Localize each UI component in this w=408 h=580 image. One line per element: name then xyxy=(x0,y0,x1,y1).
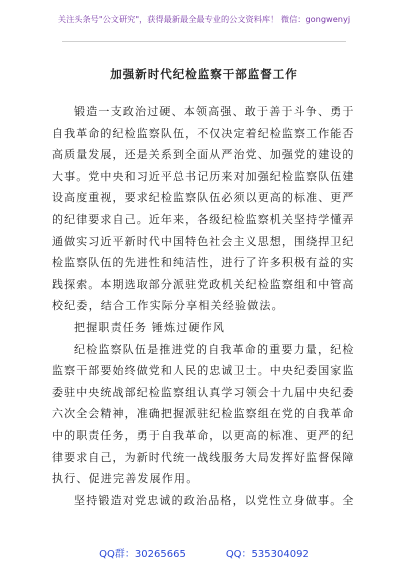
footer-qq-number: QQ：535304092 xyxy=(225,549,309,560)
paragraph-line: 检监察队伍的先进性和纯洁性，进行了许多积极有益的实 xyxy=(52,256,355,270)
paragraph-line: 中的职责任务，勇于自我革命，以更高的标准、更严的纪 xyxy=(52,429,355,442)
paragraph-line: 锻造一支政治过硬、本领高强、敢于善于斗争、勇于 xyxy=(74,105,355,118)
header-notice: 关注头条号"公文研究"，获得最新最全最专业的公文资料库！ 微信：gongwenyj xyxy=(57,14,351,24)
footer-qq-group: QQ群：30265665 xyxy=(99,549,186,560)
paragraph-line: 的纪律要求自己。近年来，各级纪检监察机关坚持学懂弄 xyxy=(52,213,355,226)
paragraph-line: 委驻中央统战部纪检监察组认真学习领会十九届中央纪委 xyxy=(52,385,355,399)
paragraph-line: 设高度重视，要求纪检监察队伍必须以更高的标准、更严 xyxy=(52,191,355,205)
paragraph-line: 执行、促进完善发展作用。 xyxy=(52,472,199,486)
paragraph-line: 纪检监察队伍是推进党的自我革命的重要力量，纪检 xyxy=(74,342,355,356)
section-heading: 把握职责任务 锤炼过硬作风 xyxy=(74,321,226,334)
paragraph-line: 践探索。本期选取部分派驻党政机关纪检监察组和中管高 xyxy=(52,277,355,291)
paragraph-line: 校纪委，结合工作实际分享相关经验做法。 xyxy=(52,299,284,313)
document-title: 加强新时代纪检监察干部监督工作 xyxy=(110,67,298,81)
paragraph-line: 通做实习近平新时代中国特色社会主义思想，围绕捍卫纪 xyxy=(52,234,355,248)
paragraph-line: 律要求自己，为新时代统一战线服务大局发挥好监督保障 xyxy=(52,450,355,464)
paragraph-line: 六次全会精神，准确把握派驻纪检监察组在党的自我革命 xyxy=(52,407,355,421)
paragraph-line: 自我革命的纪检监察队伍，不仅决定着纪检监察工作能否 xyxy=(52,126,355,140)
footer-contact xyxy=(0,547,408,563)
header-divider xyxy=(62,41,346,42)
paragraph-line: 监察干部要始终做党和人民的忠诚卫士。中央纪委国家监 xyxy=(52,364,355,378)
paragraph-line: 大事。党中央和习近平总书记历来对加强纪检监察队伍建 xyxy=(52,169,355,183)
paragraph-line: 坚持锻造对党忠诚的政治品格，以党性立身做事。全 xyxy=(74,493,355,507)
paragraph-line: 高质量发展，还是关系到全面从严治党、加强党的建设的 xyxy=(52,148,355,162)
